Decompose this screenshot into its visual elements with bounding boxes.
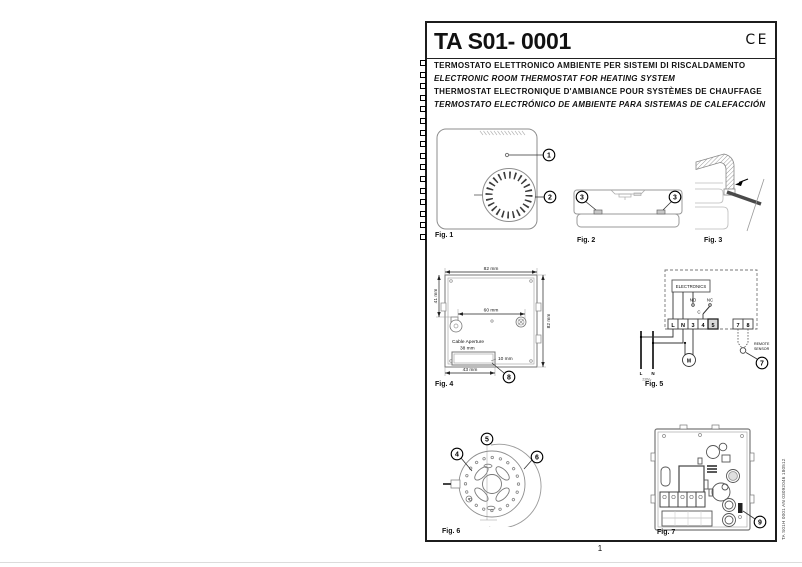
subtitle-spanish: TERMOSTATO ELECTRÓNICO DE AMBIENTE PARA SISTEMAS DE CALEFACCIÓN (434, 100, 766, 109)
relay-no-label: NO (689, 297, 697, 303)
screwdriver-axis (747, 179, 764, 231)
fig7-caption: Fig. 7 (657, 529, 676, 536)
dim-center: 60 mm (483, 308, 499, 314)
dim-bottom: 43 mm (462, 368, 478, 373)
relay-c-label: C (697, 309, 701, 315)
release-tab-left (594, 210, 602, 214)
terminal-4: 4 (701, 322, 705, 329)
aperture-width-label: 38 mm (460, 346, 475, 352)
callout-6-label: 6 (535, 454, 539, 462)
page-title: TA S01- 0001 (434, 28, 572, 54)
push-arrow (735, 181, 743, 186)
margin-squares (420, 60, 426, 240)
electronics-label: ELECTRONICS (675, 284, 707, 289)
dim-right: 82 mm (547, 313, 552, 329)
title-divider (427, 58, 775, 59)
margin-document-code: TA S01H 0001 AN 03092046 180512 (781, 458, 786, 540)
callout-8-label: 8 (507, 374, 511, 382)
fig7-internal-pcb-drawing (647, 421, 780, 533)
page-number: 1 (597, 544, 603, 553)
fig6-dial-mechanism-drawing (435, 421, 563, 527)
mains-n-label: N (651, 371, 655, 376)
callout-5-label: 5 (485, 436, 489, 444)
fig3-screwdriver-opening-drawing (693, 143, 779, 237)
fig1-caption: Fig. 1 (435, 232, 454, 239)
remote-sensor-label-2: SENSOR (754, 347, 770, 351)
aperture-label: Cable Aperture (452, 340, 484, 345)
dim-top: 82 mm (483, 267, 499, 272)
terminal-7: 7 (736, 322, 740, 329)
motor-label: M (686, 358, 692, 365)
subtitle-english: ELECTRONIC ROOM THERMOSTAT FOR HEATING SYSTEM (434, 74, 676, 83)
callout-9-label: 9 (758, 519, 762, 527)
mains-l-label: L (639, 371, 643, 376)
bottom-divider (0, 562, 802, 563)
fig2-caption: Fig. 2 (577, 237, 596, 244)
stem-connector (451, 480, 460, 488)
fig2-bottom-view-drawing (567, 183, 689, 233)
jumper-component (738, 503, 743, 513)
terminal-L: L (671, 322, 675, 329)
fig5-caption: Fig. 5 (645, 381, 664, 388)
remote-sensor-label-1: REMOTE (754, 342, 770, 346)
terminal-3: 3 (691, 322, 695, 329)
fig5-wiring-diagram (630, 263, 777, 393)
temperature-dial (483, 169, 536, 222)
terminal-strip (662, 511, 712, 526)
fig3-caption: Fig. 3 (704, 237, 723, 244)
subtitle-italian: TERMOSTATO ELETTRONICO AMBIENTE PER SISTEMI DI RISCALDAMENTO (434, 61, 746, 70)
callout-3-right-label: 3 (673, 194, 677, 202)
terminal-5: 5 (711, 322, 715, 329)
mechanism-body (459, 451, 525, 517)
aperture-height-label: 10 mm (498, 357, 513, 362)
callout-7-label: 7 (760, 360, 764, 368)
fig6-caption: Fig. 6 (442, 528, 461, 535)
dim-left: 41 mm (434, 288, 439, 304)
callout-3-left-label: 3 (580, 194, 584, 202)
release-tab-right (657, 210, 665, 214)
fig4-caption: Fig. 4 (435, 381, 454, 388)
fig1-thermostat-front-drawing (430, 121, 560, 233)
ce-mark: CE (745, 32, 769, 48)
callout-4-label: 4 (455, 451, 459, 459)
relay-nc-label: NC (706, 297, 714, 303)
mains-note: 230V~ (642, 377, 652, 382)
terminal-N: N (681, 322, 685, 329)
screwdriver-blade (727, 192, 761, 204)
terminal-8: 8 (746, 322, 750, 329)
callout-2-label: 2 (548, 194, 552, 202)
subtitle-french: THERMOSTAT ELECTRONIQUE D'AMBIANCE POUR SYSTÈMES DE CHAUFFAGE (434, 87, 762, 96)
fig4-mounting-plate-drawing (430, 263, 562, 395)
callout-1-label: 1 (547, 152, 551, 160)
document-page (425, 21, 777, 542)
remote-sensor-symbol (740, 348, 746, 354)
keyhole-fixing (450, 320, 462, 332)
